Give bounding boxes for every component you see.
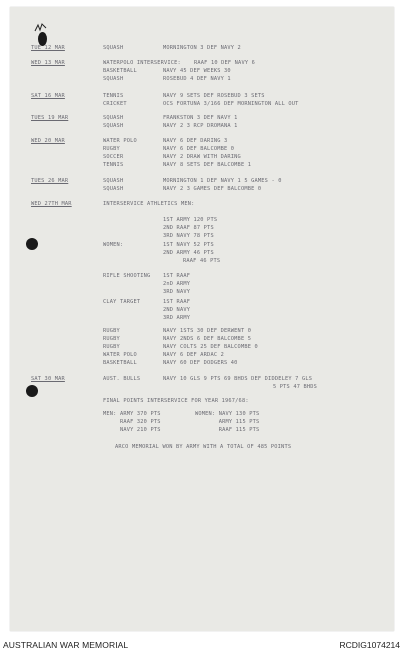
women-points-1: WOMEN: NAVY 130 PTS	[195, 411, 260, 417]
result-text: NAVY 2 DRAW WITH DARING	[163, 154, 241, 160]
result-text: RAAF 10 DEF NAVY 6	[194, 60, 256, 66]
result-text: MORNINGTON 3 DEF NAVY 2	[163, 45, 241, 51]
event-text: SQUASH	[103, 186, 124, 192]
result-text: 2ND NAVY	[163, 307, 191, 313]
result-text: 1ST RAAF	[163, 299, 191, 305]
women-points-3: RAAF 115 PTS	[195, 427, 260, 433]
result-text: 2ND RAAF 87 PTS	[163, 225, 214, 231]
event-text: SOCCER	[103, 154, 124, 160]
result-text: 1ST ARMY 120 PTS	[163, 217, 218, 223]
result-text: NAVY 6 DEF ARDAC 2	[163, 352, 225, 358]
event-text: SQUASH	[103, 76, 124, 82]
footer-record-id: RCDIG1074214	[339, 640, 400, 650]
result-text: RAAF 46 PTS	[183, 258, 221, 264]
result-text: MORNINGTON 1 DEF NAVY 1 5 GAMES - 0	[163, 178, 282, 184]
result-text: FRANKSTON 3 DEF NAVY 1	[163, 115, 238, 121]
result-text: 5 PTS 47 BHDS	[273, 384, 318, 390]
date-wed-13-mar: WED 13 MAR	[31, 60, 65, 66]
event-text: WATER POLO	[103, 352, 137, 358]
date-sat-30-mar: SAT 30 MAR	[31, 376, 65, 382]
result-text: NAVY 10 GLS 9 PTS 69 BHDS DEF DIDDELEY 7 GLS	[163, 376, 313, 382]
result-text: 3RD NAVY 78 PTS	[163, 233, 214, 239]
event-text: BASKETBALL	[103, 360, 137, 366]
result-text: NAVY COLTS 25 DEF BALCOMBE 0	[163, 344, 258, 350]
men-points-3: NAVY 210 PTS	[103, 427, 161, 433]
result-text: NAVY 2 3 GAMES DEF BALCOMBE 0	[163, 186, 262, 192]
punch-hole-middle	[26, 238, 38, 250]
punch-hole-top	[38, 32, 47, 46]
men-points-1: MEN: ARMY 370 PTS	[103, 411, 161, 417]
result-text: 2nD ARMY	[163, 281, 191, 287]
event-text: CLAY TARGET	[103, 299, 141, 305]
result-text: NAVY 2 3 RCP DROMANA 1	[163, 123, 238, 129]
result-text: 3RD NAVY	[163, 289, 191, 295]
date-sat-16-mar: SAT 16 MAR	[31, 93, 65, 99]
result-text: NAVY 60 DEF DODGERS 40	[163, 360, 238, 366]
date-tue-12-mar: TUE 12 MAR	[31, 45, 65, 51]
arco-memorial-line: ARCO MEMORIAL WON BY ARMY WITH A TOTAL OF 485 POINTS	[115, 444, 292, 450]
result-text: NAVY 1STS 30 DEF DERWENT 0	[163, 328, 252, 334]
result-text: 1ST RAAF	[163, 273, 191, 279]
event-text: SQUASH	[103, 45, 124, 51]
event-text: RIFLE SHOOTING	[103, 273, 151, 279]
date-tues-19-mar: TUES 19 MAR	[31, 115, 69, 121]
event-text: WATERPOLO INTERSERVICE:	[103, 60, 181, 66]
date-wed-27th-mar: WED 27TH MAR	[31, 201, 72, 207]
result-text: NAVY 9 SETS DEF ROSEBUD 3 SETS	[163, 93, 265, 99]
result-text: 1ST NAVY 52 PTS	[163, 242, 214, 248]
result-text: NAVY 45 DEF WEEKS 30	[163, 68, 231, 74]
result-text: 3RD ARMY	[163, 315, 191, 321]
event-text: WATER POLO	[103, 138, 137, 144]
ink-mark-icon	[34, 23, 48, 33]
event-text: RUGBY	[103, 146, 120, 152]
event-text: RUGBY	[103, 336, 120, 342]
final-points-heading: FINAL POINTS INTERSERVICE FOR YEAR 1967/68:	[103, 398, 249, 404]
event-text: SQUASH	[103, 178, 124, 184]
event-text: TENNIS	[103, 93, 124, 99]
event-text: TENNIS	[103, 162, 124, 168]
punch-hole-bottom	[26, 385, 38, 397]
event-text: SQUASH	[103, 115, 124, 121]
result-text: NAVY 2NDS 6 DEF BALCOMBE 5	[163, 336, 252, 342]
event-text: RUGBY	[103, 344, 120, 350]
result-text: NAVY 8 SETS DEF BALCOMBE 1	[163, 162, 252, 168]
footer-institution: AUSTRALIAN WAR MEMORIAL	[3, 640, 129, 650]
result-text: OCS FORTUNA 3/166 DEF MORNINGTON ALL OUT	[163, 101, 299, 107]
women-points-2: ARMY 115 PTS	[195, 419, 260, 425]
event-text: CRICKET	[103, 101, 127, 107]
result-text: NAVY 6 DEF DARING 3	[163, 138, 228, 144]
event-text: RUGBY	[103, 328, 120, 334]
result-text: 2ND ARMY 46 PTS	[163, 250, 214, 256]
result-text: NAVY 6 DEF BALCOMBE 0	[163, 146, 235, 152]
archive-footer	[0, 637, 404, 653]
event-text: AUST. BULLS	[103, 376, 141, 382]
event-text: BASKETBALL	[103, 68, 137, 74]
result-text: ROSEBUD 4 DEF NAVY 1	[163, 76, 231, 82]
event-text: WOMEN:	[103, 242, 124, 248]
event-text: INTERSERVICE ATHLETICS MEN:	[103, 201, 195, 207]
event-text: SQUASH	[103, 123, 124, 129]
men-points-2: RAAF 320 PTS	[103, 419, 161, 425]
date-wed-20-mar: WED 20 MAR	[31, 138, 65, 144]
date-tues-26-mar: TUES 26 MAR	[31, 178, 69, 184]
